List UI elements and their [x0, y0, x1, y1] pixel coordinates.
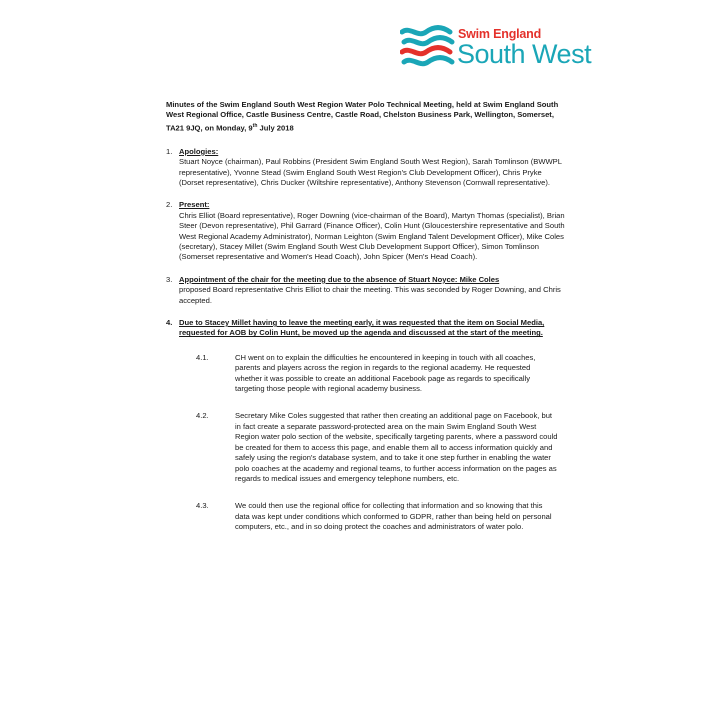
subitem-4-3 [166, 501, 566, 532]
subitem-text: Secretary Mike Coles suggested that rather then creating an additional page on Facebook, but in fact create a separate password-protected area on the main Swim England South West Region water polo section of the website, specifically targeting parents, where a password could be created for them to access this page, and enable them all to access information quickly and safely using the region's database system, and to take it one step further in enabling the water polo coaches at the academy and regional teams, to further access information on the pages as regards to medical issues and emergency telephone numbers, etc. [235, 411, 558, 483]
item-number: 2. [166, 200, 173, 210]
item-text: Chris Elliot (Board representative), Roger Downing (vice-chairman of the Board), Martyn Thomas (specialist), Brian Steer (Devon representative), Phil Garrard (Finance Officer), Colin Hunt (Gloucestershire representative and South West Regional Academy Administrator), Norman Leighton (Swim England Talent Development Officer), Mike Coles (secretary), Stacey Millet (Swim England South West Club Development Support Officer), Simon Tomlinson (Somerset representative and Women's Head Coach), John Spicer (Men's Head Coach). [179, 210, 565, 262]
item-body [179, 200, 566, 262]
logo-brand-main: South West [457, 39, 592, 69]
subitem-number: 4.3. [196, 501, 209, 511]
subitem-text: We could then use the regional office for collecting that information and so knowing that this data was kept under conditions which conformed to GDPR, rather than being held on personal computers, etc., and in so doing protect the coaches and administrators of water polo. [235, 501, 552, 532]
agenda-item-social-media [166, 318, 566, 339]
item-body [179, 275, 566, 306]
item-body [179, 318, 566, 339]
agenda-item-chair-appointment [166, 275, 566, 306]
item-text: proposed Board representative Chris Elliot to chair the meeting. This was seconded by Roger Downing, and Chris accepted. [179, 285, 561, 305]
swim-waves-logo-icon [400, 22, 456, 70]
agenda-item-present [166, 200, 566, 262]
subitem-number: 4.1. [196, 352, 209, 362]
item-heading: Apologies: [179, 146, 219, 156]
agenda-item-apologies [166, 147, 566, 189]
swim-england-logo [400, 22, 600, 70]
logo-brand-top: Swim England [458, 27, 542, 41]
title-superscript: th [252, 122, 258, 129]
subitem-4-2 [166, 411, 566, 484]
item-heading: Present: [179, 200, 210, 210]
title-text: Minutes of the Swim England South West Region Water Polo Technical Meeting, held at Swim England South West Regional Office, Castle Business Centre, Castle Road, Chelston Business Park, Wellington, Somerset, TA21 9JQ, on Monday, 9 [166, 100, 559, 133]
minutes-document [166, 100, 566, 544]
document-title [166, 100, 566, 134]
item-number: 4. [166, 318, 173, 328]
item-heading: Appointment of the chair for the meeting due to the absence of Stuart Noyce: Mike Coles [179, 274, 500, 284]
subitem-4-1 [166, 353, 566, 395]
item-number: 1. [166, 146, 173, 156]
subitem-text: CH went on to explain the difficulties he encountered in keeping in touch with all coaches, parents and players across the region in regards to the regional academy. He requested whether it was possible to create an additional Facebook page as regards to specifically targeting those people with regional academy business. [235, 352, 536, 394]
item-text: Stuart Noyce (chairman), Paul Robbins (President Swim England South West Region), Sarah Tomlinson (BWWPL representative), Yvonne Stead (Swim England South West Region's Club Development Officer), Chris Pryke (Dorset representative), Chris Ducker (Wiltshire representative), Anthony Stevenson (Cornwall representative). [179, 157, 562, 187]
item-body [179, 147, 566, 189]
subitem-number: 4.2. [196, 411, 209, 421]
item-heading: Due to Stacey Millet having to leave the meeting early, it was requested that the item on Social Media, requested for AOB by Colin Hunt, be moved up the agenda and discussed at the start of the meeting. [179, 318, 545, 338]
title-tail: July 2018 [257, 123, 294, 133]
item-number: 3. [166, 274, 173, 284]
